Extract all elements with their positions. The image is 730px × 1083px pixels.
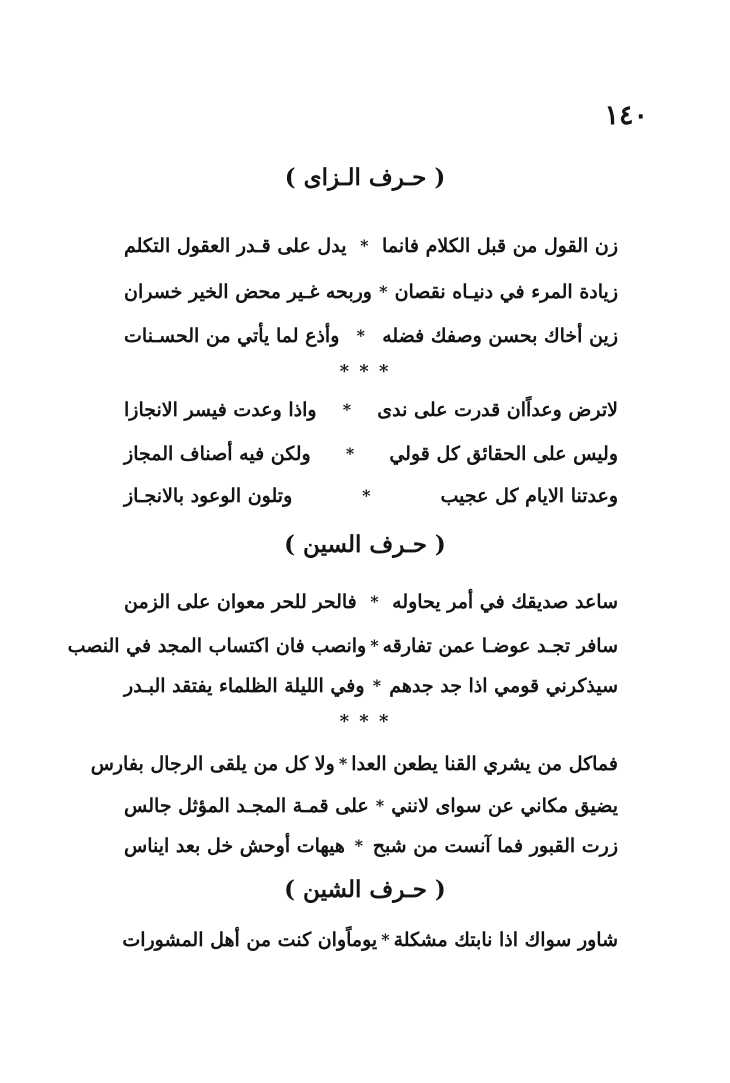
verse-second-hemistich: ولكن فيه أصناف المجاز xyxy=(124,443,311,465)
verse-second-hemistich: وربحه غـير محض الخير خسران xyxy=(124,281,372,303)
verse-first-hemistich: لاترض وعداًان قدرت على ندى xyxy=(377,399,618,421)
verse-line xyxy=(124,274,618,310)
verse-first-hemistich: يضيق مكاني عن سواى لانني xyxy=(391,795,618,817)
verse-separator: * xyxy=(375,796,385,815)
verse-first-hemistich: فماكل من يشري القنا يطعن العدا xyxy=(351,753,618,775)
verse-first-hemistich: شاور سواك اذا نابتك مشكلة xyxy=(393,929,618,951)
verse-line xyxy=(124,584,618,620)
verse-second-hemistich: يوماًوان كنت من أهل المشورات xyxy=(122,929,378,951)
verse-first-hemistich: وعدتنا الايام كل عجيب xyxy=(440,485,618,507)
verse-first-hemistich: سافر تجـد عوضـا عمن تفارقه xyxy=(382,635,618,657)
stars-divider: * * * xyxy=(339,711,391,732)
verse-line xyxy=(124,828,618,864)
verse-separator: * xyxy=(342,400,352,419)
stars-divider: * * * xyxy=(339,361,391,382)
verse-separator: * xyxy=(370,592,379,611)
verse-separator: * xyxy=(379,282,388,301)
verse-first-hemistich: زرت القبور فما آنست من شبح xyxy=(372,835,618,857)
verse-second-hemistich: ولا كل من يلقى الرجال بفارس xyxy=(90,753,335,775)
verse-separator: * xyxy=(370,636,379,655)
verse-second-hemistich: وفي الليلة الظلماء يفتقد البـدر xyxy=(124,675,365,697)
verse-second-hemistich: فالحر للحر معوان على الزمن xyxy=(124,591,357,613)
verse-second-hemistich: وتلون الوعود بالانجـاز xyxy=(124,485,293,507)
verse-line xyxy=(124,922,618,958)
verse-line xyxy=(124,668,618,704)
verse-line xyxy=(90,746,618,782)
verse-line xyxy=(124,478,618,514)
verse-first-hemistich: ساعد صديقك في أمر يحاوله xyxy=(392,591,618,613)
verse-line xyxy=(124,228,618,264)
verse-line xyxy=(124,436,618,472)
verse-separator: * xyxy=(381,930,390,949)
verse-first-hemistich: زيادة المرء في دنيـاه نقصان xyxy=(394,281,618,303)
verse-second-hemistich: يدل على قـدر العقول التكلم xyxy=(124,235,347,257)
verse-separator: * xyxy=(372,676,382,695)
verse-separator: * xyxy=(345,444,355,463)
verse-first-hemistich: زين أخاك بحسن وصفك فضله xyxy=(382,325,618,347)
verse-line xyxy=(124,788,618,824)
section-heading-seen: ( حـرف السين ) xyxy=(284,531,446,558)
verse-line xyxy=(124,392,618,428)
verse-line xyxy=(67,628,618,664)
verse-first-hemistich: زن القول من قبل الكلام فانما xyxy=(382,235,618,257)
verse-separator: * xyxy=(338,754,348,773)
verse-separator: * xyxy=(356,326,365,345)
verse-separator: * xyxy=(362,486,371,505)
verse-line xyxy=(124,318,618,354)
verse-second-hemistich: هيهات أوحش خل بعد ايناس xyxy=(124,835,345,857)
verse-separator: * xyxy=(354,836,363,855)
verse-second-hemistich: وأذع لما يأتي من الحسـنات xyxy=(124,325,340,347)
verse-first-hemistich: سيذكرني قومي اذا جد جدهم xyxy=(389,675,618,697)
section-heading-zay: ( حـرف الـزاى ) xyxy=(284,164,446,191)
verse-second-hemistich: واذا وعدت فيسر الانجازا xyxy=(124,399,317,421)
verse-second-hemistich: وانصب فان اكتساب المجد في النصب xyxy=(67,635,367,657)
section-heading-sheen: ( حـرف الشين ) xyxy=(284,876,446,903)
page-number: ١٤٠ xyxy=(604,100,648,131)
verse-separator: * xyxy=(360,236,369,255)
verse-second-hemistich: على قمـة المجـد المؤثل جالس xyxy=(124,795,369,817)
verse-first-hemistich: وليس على الحقائق كل قولي xyxy=(389,443,618,465)
